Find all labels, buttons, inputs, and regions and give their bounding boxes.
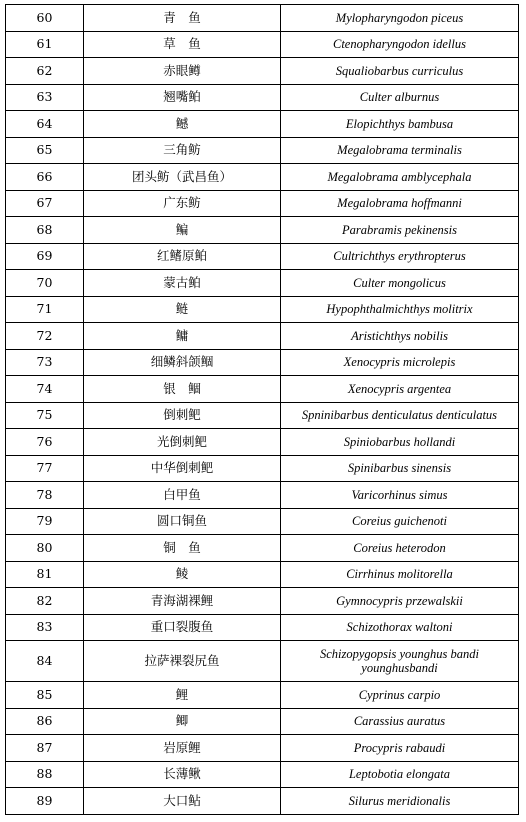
- chinese-name: 青 鱼: [84, 5, 281, 32]
- chinese-name: 长薄鳅: [84, 761, 281, 788]
- row-number: 66: [6, 164, 84, 191]
- chinese-name: 银 鲴: [84, 376, 281, 403]
- species-table-container: [5, 4, 518, 815]
- table-row: [6, 190, 519, 217]
- table-row: [6, 217, 519, 244]
- chinese-name: 蒙古鲌: [84, 270, 281, 297]
- row-number: 63: [6, 84, 84, 111]
- row-number: 77: [6, 455, 84, 482]
- chinese-name: 鲮: [84, 561, 281, 588]
- scientific-name: Xenocypris argentea: [281, 376, 519, 403]
- row-number: 84: [6, 641, 84, 682]
- table-row: [6, 5, 519, 32]
- scientific-name: Aristichthys nobilis: [281, 323, 519, 350]
- chinese-name: 鲫: [84, 708, 281, 735]
- scientific-name: Ctenopharyngodon idellus: [281, 31, 519, 58]
- table-row: [6, 323, 519, 350]
- chinese-name: 鳊: [84, 217, 281, 244]
- table-row: [6, 761, 519, 788]
- row-number: 70: [6, 270, 84, 297]
- chinese-name: 青海湖裸鲤: [84, 588, 281, 615]
- scientific-name: Cyprinus carpio: [281, 682, 519, 709]
- row-number: 71: [6, 296, 84, 323]
- table-row: [6, 682, 519, 709]
- chinese-name: 三角鲂: [84, 137, 281, 164]
- chinese-name: 鳙: [84, 323, 281, 350]
- scientific-name: Coreius heterodon: [281, 535, 519, 562]
- scientific-name: Xenocypris microlepis: [281, 349, 519, 376]
- table-row: [6, 708, 519, 735]
- chinese-name: 广东鲂: [84, 190, 281, 217]
- row-number: 75: [6, 402, 84, 429]
- chinese-name: 拉萨裸裂尻鱼: [84, 641, 281, 682]
- table-row: [6, 111, 519, 138]
- chinese-name: 倒刺鲃: [84, 402, 281, 429]
- scientific-name: Squaliobarbus curriculus: [281, 58, 519, 85]
- scientific-name: Hypophthalmichthys molitrix: [281, 296, 519, 323]
- chinese-name: 铜 鱼: [84, 535, 281, 562]
- row-number: 79: [6, 508, 84, 535]
- row-number: 60: [6, 5, 84, 32]
- scientific-name: Cirrhinus molitorella: [281, 561, 519, 588]
- table-row: [6, 243, 519, 270]
- scientific-name: Spninibarbus denticulatus denticulatus: [281, 402, 519, 429]
- scientific-name: Leptobotia elongata: [281, 761, 519, 788]
- chinese-name: 白甲鱼: [84, 482, 281, 509]
- table-row: [6, 270, 519, 297]
- chinese-name: 团头鲂（武昌鱼）: [84, 164, 281, 191]
- scientific-name: Culter mongolicus: [281, 270, 519, 297]
- row-number: 65: [6, 137, 84, 164]
- row-number: 81: [6, 561, 84, 588]
- chinese-name: 岩原鲤: [84, 735, 281, 762]
- row-number: 83: [6, 614, 84, 641]
- scientific-name: Gymnocypris przewalskii: [281, 588, 519, 615]
- chinese-name: 翘嘴鲌: [84, 84, 281, 111]
- table-row: [6, 614, 519, 641]
- row-number: 69: [6, 243, 84, 270]
- chinese-name: 圆口铜鱼: [84, 508, 281, 535]
- species-table: [5, 4, 519, 815]
- scientific-name: Spiniobarbus hollandi: [281, 429, 519, 456]
- scientific-name: Carassius auratus: [281, 708, 519, 735]
- row-number: 64: [6, 111, 84, 138]
- chinese-name: 鲤: [84, 682, 281, 709]
- table-row: [6, 58, 519, 85]
- row-number: 74: [6, 376, 84, 403]
- chinese-name: 红鳍原鲌: [84, 243, 281, 270]
- chinese-name: 大口鲇: [84, 788, 281, 815]
- row-number: 62: [6, 58, 84, 85]
- row-number: 80: [6, 535, 84, 562]
- row-number: 87: [6, 735, 84, 762]
- scientific-name: Varicorhinus simus: [281, 482, 519, 509]
- row-number: 82: [6, 588, 84, 615]
- scientific-name: Coreius guichenoti: [281, 508, 519, 535]
- row-number: 76: [6, 429, 84, 456]
- table-row: [6, 561, 519, 588]
- chinese-name: 赤眼鳟: [84, 58, 281, 85]
- table-row: [6, 296, 519, 323]
- table-row: [6, 535, 519, 562]
- table-row: [6, 788, 519, 815]
- scientific-name: Schizopygopsis younghus bandi younghusbandi: [281, 641, 519, 682]
- row-number: 88: [6, 761, 84, 788]
- chinese-name: 鲢: [84, 296, 281, 323]
- table-row: [6, 641, 519, 682]
- table-row: [6, 429, 519, 456]
- table-row: [6, 164, 519, 191]
- scientific-name: Culter alburnus: [281, 84, 519, 111]
- scientific-name: Schizothorax waltoni: [281, 614, 519, 641]
- scientific-name: Elopichthys bambusa: [281, 111, 519, 138]
- chinese-name: 中华倒刺鲃: [84, 455, 281, 482]
- row-number: 61: [6, 31, 84, 58]
- species-table-body: [6, 5, 519, 815]
- table-row: [6, 482, 519, 509]
- table-row: [6, 349, 519, 376]
- scientific-name: Spinibarbus sinensis: [281, 455, 519, 482]
- scientific-name: Megalobrama amblycephala: [281, 164, 519, 191]
- table-row: [6, 588, 519, 615]
- scientific-name: Megalobrama hoffmanni: [281, 190, 519, 217]
- row-number: 72: [6, 323, 84, 350]
- chinese-name: 草 鱼: [84, 31, 281, 58]
- scientific-name: Procypris rabaudi: [281, 735, 519, 762]
- table-row: [6, 137, 519, 164]
- row-number: 67: [6, 190, 84, 217]
- scientific-name: Parabramis pekinensis: [281, 217, 519, 244]
- chinese-name: 细鳞斜颌鲴: [84, 349, 281, 376]
- row-number: 68: [6, 217, 84, 244]
- row-number: 78: [6, 482, 84, 509]
- chinese-name: 光倒刺鲃: [84, 429, 281, 456]
- row-number: 73: [6, 349, 84, 376]
- chinese-name: 重口裂腹鱼: [84, 614, 281, 641]
- scientific-name: Silurus meridionalis: [281, 788, 519, 815]
- table-row: [6, 31, 519, 58]
- scientific-name: Megalobrama terminalis: [281, 137, 519, 164]
- row-number: 86: [6, 708, 84, 735]
- row-number: 85: [6, 682, 84, 709]
- scientific-name: Mylopharyngodon piceus: [281, 5, 519, 32]
- chinese-name: 鳡: [84, 111, 281, 138]
- table-row: [6, 455, 519, 482]
- scientific-name: Cultrichthys erythropterus: [281, 243, 519, 270]
- table-row: [6, 84, 519, 111]
- table-row: [6, 376, 519, 403]
- table-row: [6, 402, 519, 429]
- row-number: 89: [6, 788, 84, 815]
- table-row: [6, 508, 519, 535]
- table-row: [6, 735, 519, 762]
